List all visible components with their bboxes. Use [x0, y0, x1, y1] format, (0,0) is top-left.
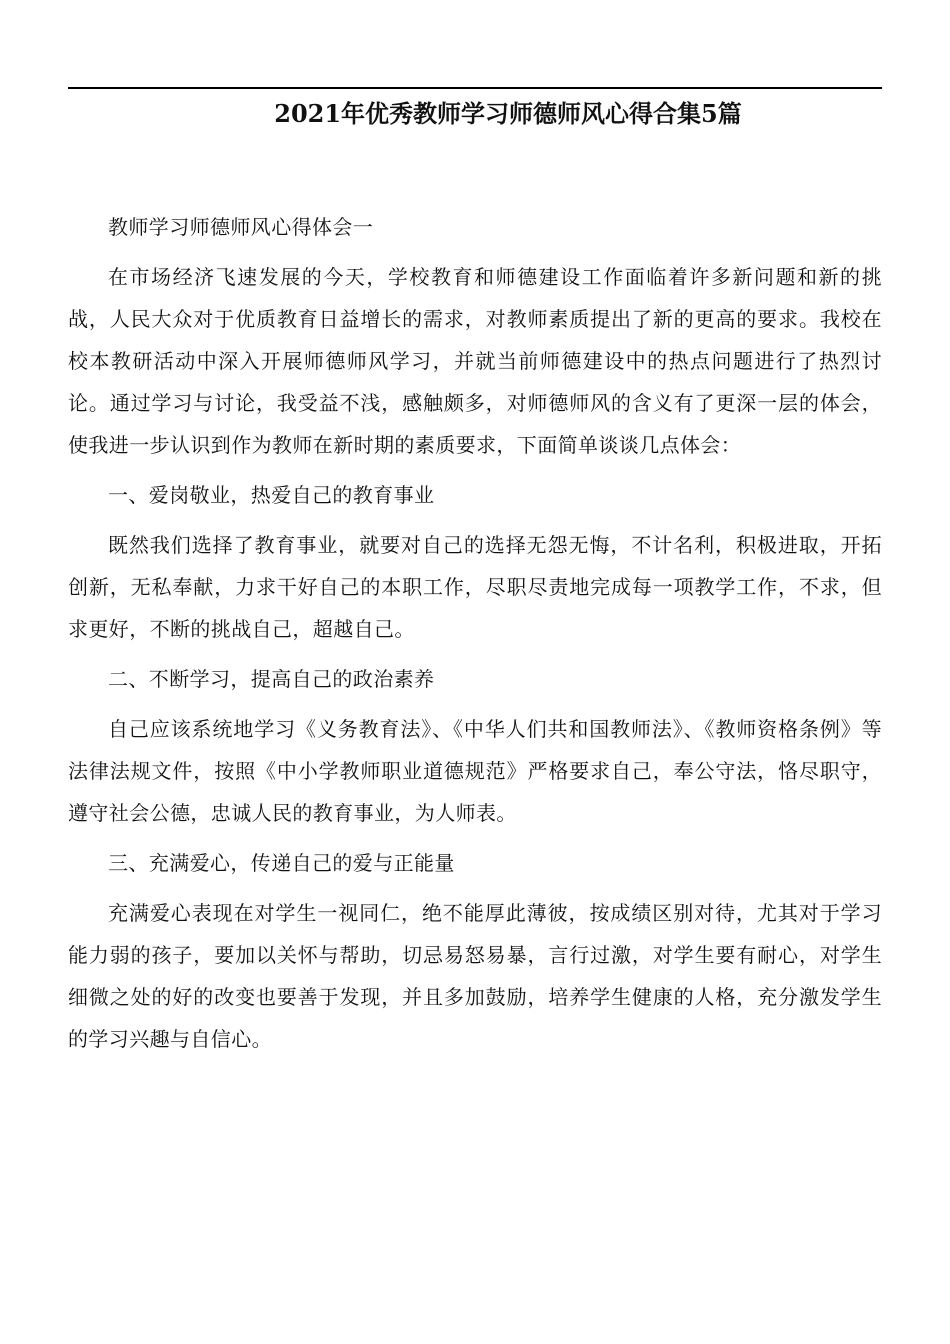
document-title: 2021年优秀教师学习师德师风心得合集5篇	[274, 99, 742, 128]
body-paragraph-2: 自己应该系统地学习《义务教育法》、《中华人们共和国教师法》、《教师资格条例》等法律法规文件，按照《中小学教师职业道德规范》严格要求自己，奉公守法，恪尽职守，遵守社会公德，忠诚人民的教育事业，为人师表。	[68, 717, 882, 825]
document-body	[68, 206, 882, 1060]
subheading-2: 二、不断学习，提高自己的政治素养	[108, 667, 435, 691]
section-heading-part-one: 教师学习师德师风心得体会一	[108, 215, 374, 239]
body-paragraph-1: 既然我们选择了教育事业，就要对自己的选择无怨无悔，不计名利，积极进取，开拓创新，无私奉献，力求干好自己的本职工作，尽职尽责地完成每一项教学工作，不求，但求更好，不断的挑战自己，超越自己。	[68, 533, 882, 641]
subheading-3: 三、充满爱心，传递自己的爱与正能量	[108, 851, 455, 875]
intro-paragraph: 在市场经济飞速发展的今天，学校教育和师德建设工作面临着许多新问题和新的挑战，人民大众对于优质教育日益增长的需求，对教师素质提出了新的更高的要求。我校在校本教研活动中深入开展师德师风学习，并就当前师德建设中的热点问题进行了热烈讨论。通过学习与讨论，我受益不浅，感触颇多，对师德师风的含义有了更深一层的体会，使我进一步认识到作为教师在新时期的素质要求，下面简单谈谈几点体会：	[68, 265, 882, 457]
body-paragraph-3: 充满爱心表现在对学生一视同仁，绝不能厚此薄彼，按成绩区别对待，尤其对于学习能力弱的孩子，要加以关怀与帮助，切忌易怒易暴，言行过激，对学生要有耐心，对学生细微之处的好的改变也要善于发现，并且多加鼓励，培养学生健康的人格，充分激发学生的学习兴趣与自信心。	[68, 901, 882, 1051]
subheading-1: 一、爱岗敬业，热爱自己的教育事业	[108, 483, 435, 507]
header-rule	[68, 87, 882, 89]
